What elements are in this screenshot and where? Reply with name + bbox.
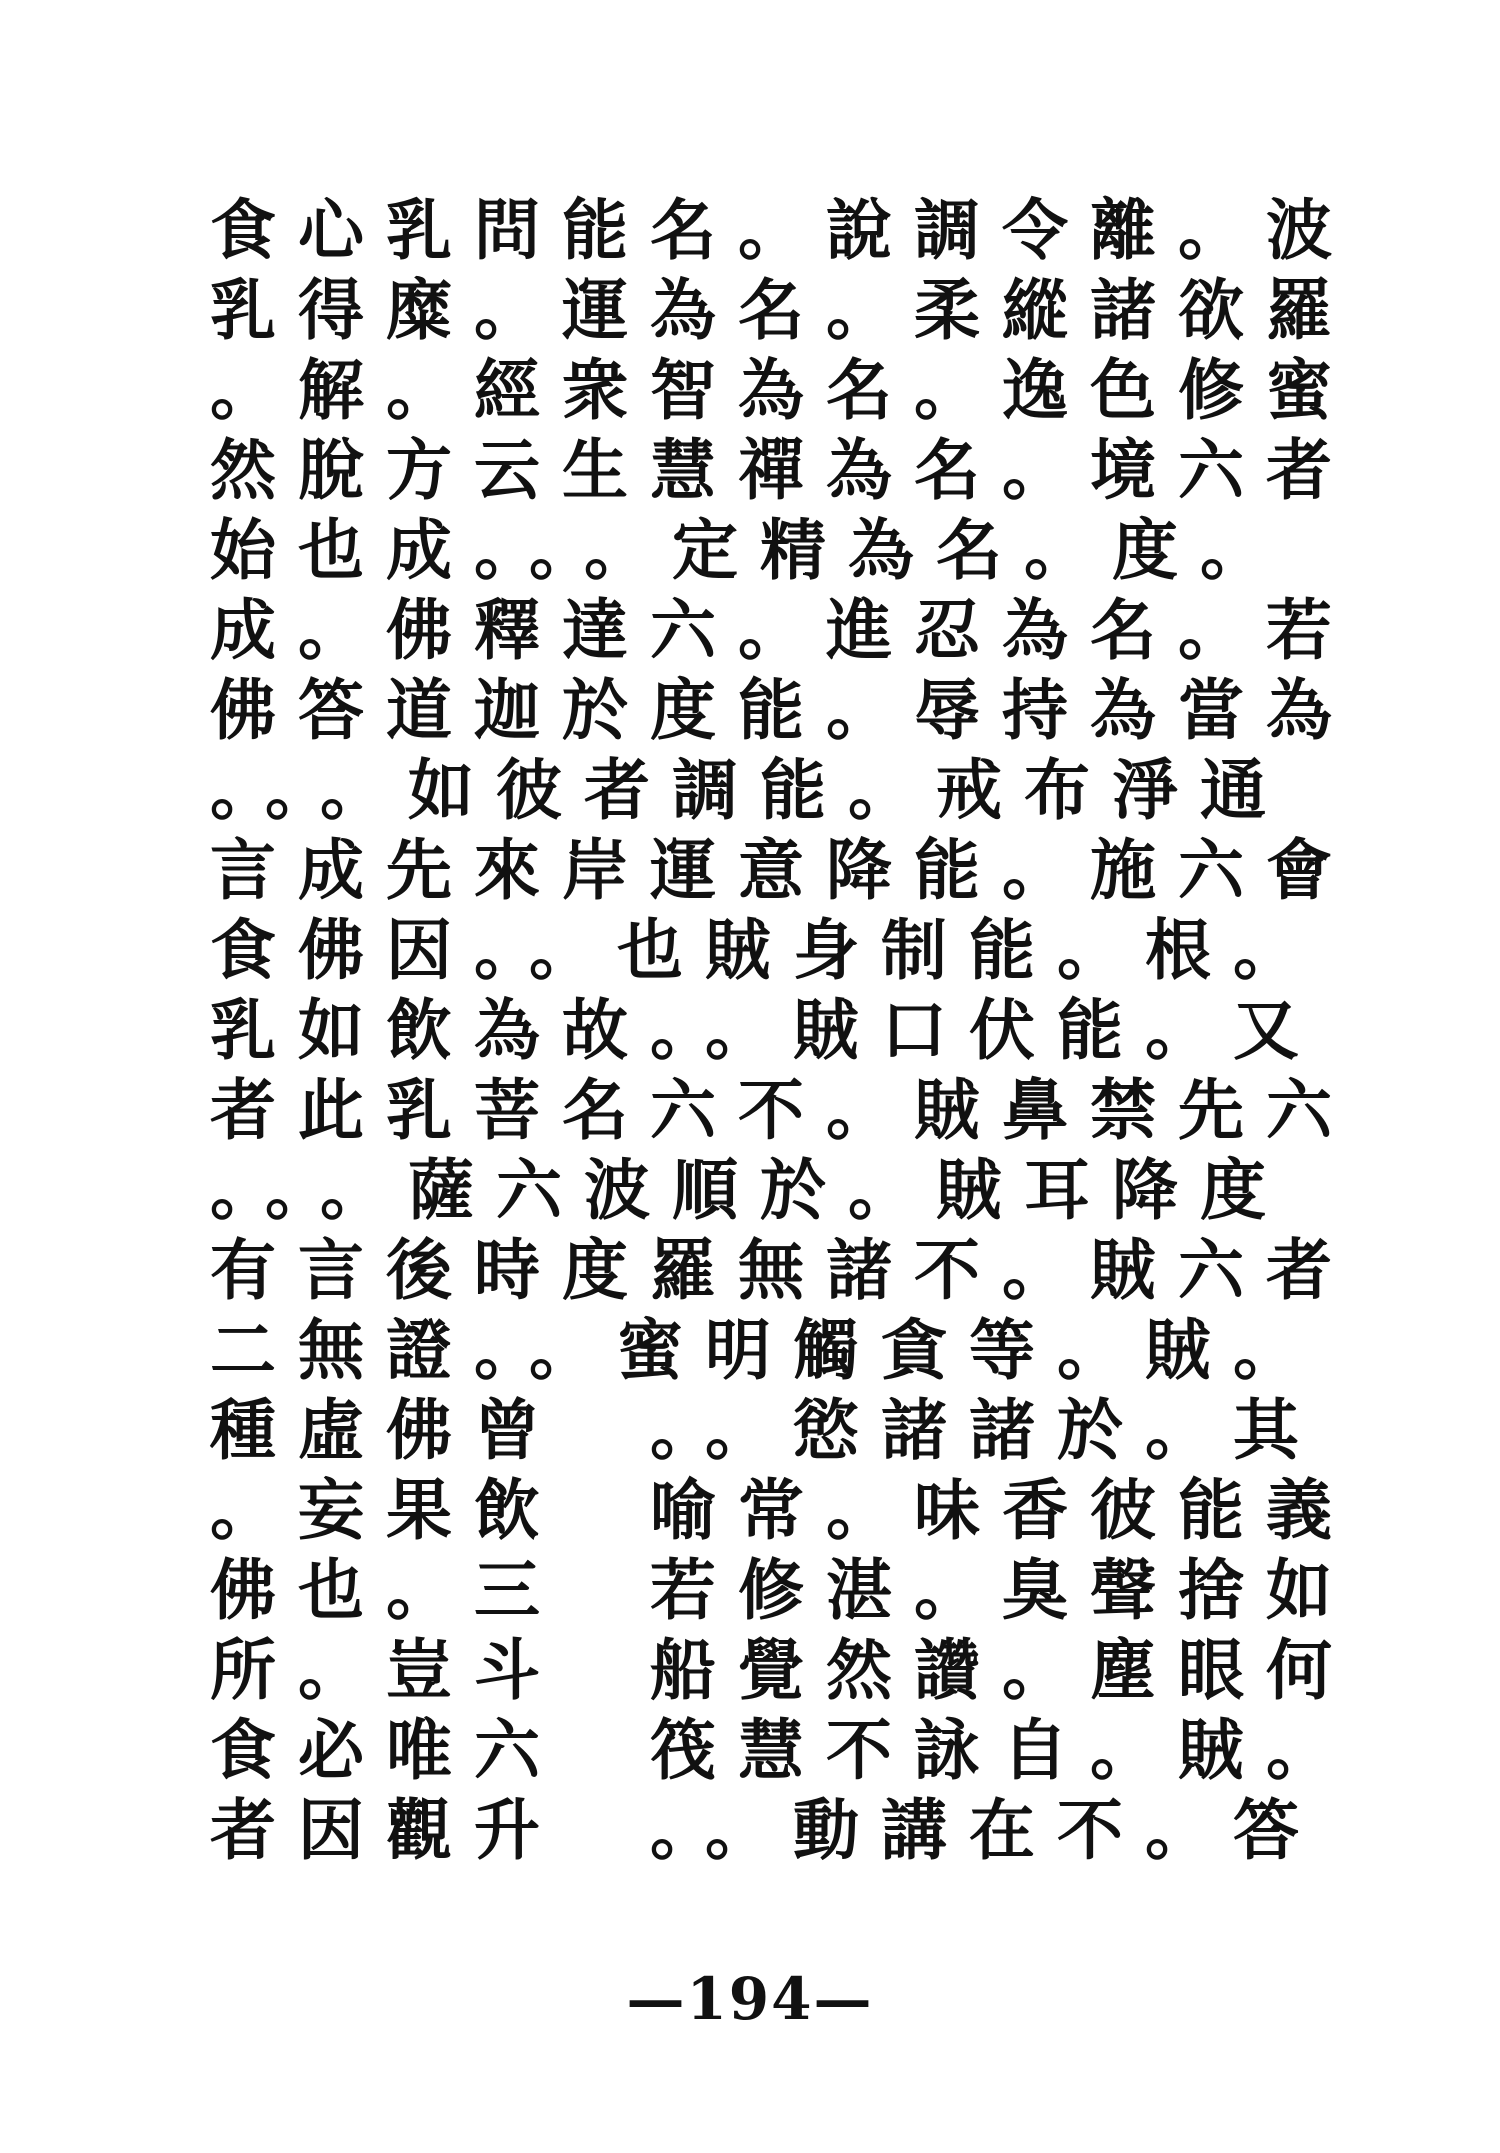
text-line-12: 者此乳菩名六不。賊鼻禁先六 <box>210 1071 1354 1149</box>
text-line-11: 乳如飲為故。。賊口伏能。又 <box>210 991 1321 1069</box>
text-line-19: 所。豈斗 船覺然讚。塵眼何 <box>210 1631 1354 1709</box>
text-line-14: 有言後時度羅無諸不。賊六者 <box>210 1231 1354 1309</box>
text-line-5: 始也成。。。定精為名。度。 <box>210 511 1288 589</box>
text-line-8: 。。。如彼者調能。戒布淨通 <box>210 751 1288 829</box>
text-line-9: 言成先來岸運意降能。施六會 <box>210 831 1354 909</box>
text-line-15: 二無證。。蜜明觸貪等。賊。 <box>210 1311 1321 1389</box>
page-number: —194— <box>626 1965 874 2033</box>
text-line-18: 佛也。三 若修湛。臭聲捨如 <box>210 1551 1354 1629</box>
text-line-3: 。解。經衆智為名。逸色修蜜 <box>210 351 1354 429</box>
text-line-2: 乳得糜。運為名。柔縱諸欲羅 <box>210 271 1354 349</box>
text-line-7: 佛答道迦於度能。辱持為當為 <box>210 671 1354 749</box>
text-line-16: 種虛佛曾 。。慾諸諸於。其 <box>210 1391 1321 1469</box>
text-line-4: 然脫方云生慧禪為名。境六者 <box>210 431 1354 509</box>
text-line-6: 成。佛釋達六。進忍為名。若 <box>210 591 1354 669</box>
text-line-20: 食必唯六 筏慧不詠自。賊。 <box>210 1711 1354 1789</box>
text-line-17: 。妄果飲 喻常。味香彼能義 <box>210 1471 1354 1549</box>
text-line-13: 。。。薩六波順於。賊耳降度 <box>210 1151 1288 1229</box>
text-line-10: 食佛因。。也賊身制能。根。 <box>210 911 1321 989</box>
body-text <box>210 190 1354 1950</box>
text-line-21: 者因觀升 。。動講在不。答 <box>210 1791 1321 1869</box>
text-line-1: 食心乳問能名。說調令離。波 <box>210 191 1354 269</box>
